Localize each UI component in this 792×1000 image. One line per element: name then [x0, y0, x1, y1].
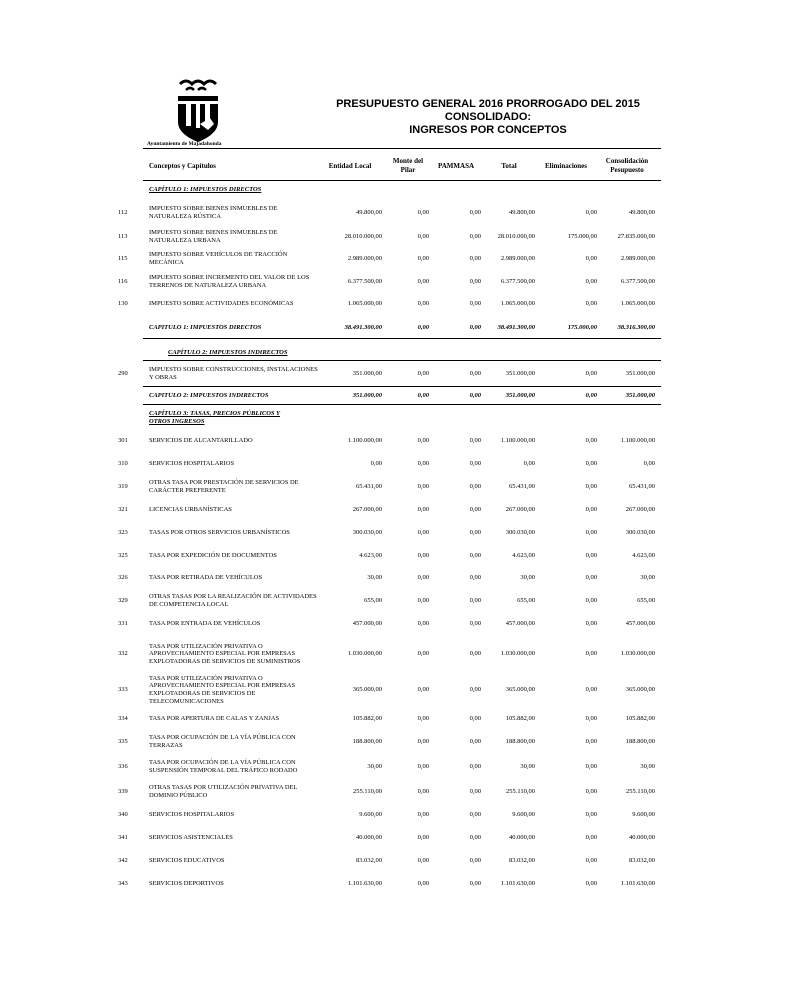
chapter-1-row-monte: 0,00 — [417, 278, 429, 285]
chapter-3-row-concept: SERVICIOS EDUCATIVOS — [149, 857, 225, 865]
chapter-3-row-entidad: 65.431,00 — [356, 483, 382, 490]
chapter-1-row-code: 115 — [118, 255, 128, 262]
column-header-consolidacion-line1: Consolidación — [605, 157, 649, 165]
chapter-3-row-code: 323 — [118, 529, 128, 536]
chapter-3-row-elim: 0,00 — [585, 574, 597, 581]
chapter-3-row-consol: 30,00 — [640, 574, 655, 581]
chapter-3-row-entidad: 9.600,00 — [359, 811, 382, 818]
chapter-3-row-consol: 105.882,00 — [625, 715, 655, 722]
chapter-1-heading: CAPÍTULO 1: IMPUESTOS DIRECTOS — [149, 186, 262, 193]
chapter-1-total-row-concept: CAPITULO 1: IMPUESTOS DIRECTOS — [149, 324, 262, 332]
chapter-3-row-consol: 1.100.000,00 — [620, 437, 655, 444]
chapter-3-row-total: 300.030,00 — [505, 529, 535, 536]
chapter-3-row-consol: 300.030,00 — [625, 529, 655, 536]
column-header-monte-line2: Pilar — [400, 165, 416, 174]
chapter-3-row-code: 336 — [118, 763, 128, 770]
chapter-3-row-code: 326 — [118, 574, 128, 581]
chapter-3-row-pammasa: 0,00 — [469, 483, 481, 490]
chapter-3-row-entidad: 255.110,00 — [352, 788, 382, 795]
chapter-3-row-pammasa: 0,00 — [469, 437, 481, 444]
chapter-3-row-total: 65.431,00 — [509, 483, 535, 490]
chapter-3-row-concept: OTRAS TASA POR PRESTACIÓN DE SERVICIOS DE CARÁCTER PREFERENTE — [149, 479, 299, 494]
chapter-1-total-row-pammasa: 0,00 — [469, 324, 481, 331]
chapter-3-row-total: 1.101.630,00 — [500, 880, 535, 887]
chapter-3-row-entidad: 0,00 — [370, 460, 382, 467]
chapter-1-row-consol: 1.065.000,00 — [620, 300, 655, 307]
title-line-3: INGRESOS POR CONCEPTOS — [409, 124, 567, 136]
column-header-eliminaciones: Eliminaciones — [544, 162, 588, 170]
chapter-3-row-consol: 255.110,00 — [625, 788, 655, 795]
chapter-3-row-elim: 0,00 — [585, 597, 597, 604]
chapter-3-row-total: 365.000,00 — [505, 686, 535, 693]
chapter-3-row-consol: 267.000,00 — [625, 506, 655, 513]
chapter-1-total-row-total: 38.491.300,00 — [497, 324, 535, 331]
chapter-3-row-monte: 0,00 — [417, 788, 429, 795]
chapter-1-row-total: 2.989.000,00 — [500, 255, 535, 262]
chapter-1-row-concept: IMPUESTO SOBRE VEHÍCULOS DE TRACCIÓN MECÁNICA — [149, 251, 288, 266]
chapter-3-row-pammasa: 0,00 — [469, 857, 481, 864]
chapter-3-row-entidad: 457.000,00 — [352, 620, 382, 627]
chapter-1-row-monte: 0,00 — [417, 233, 429, 240]
chapter-3-row-monte: 0,00 — [417, 460, 429, 467]
chapter-3-row-consol: 655,00 — [637, 597, 655, 604]
chapter-3-heading-line1: CAPÍTULO 3: TASAS, PRECIOS PÚBLICOS Y — [149, 410, 280, 417]
chapter-3-row-code: 325 — [118, 552, 128, 559]
chapter-2-total-row-monte: 0,00 — [417, 392, 429, 399]
chapter-3-row-elim: 0,00 — [585, 483, 597, 490]
chapter-3-row-concept: TASA POR UTILIZACIÓN PRIVATIVA O APROVECHAMIENTO ESPECIAL POR EMPRESAS EXPLOTADORAS DE SERVICIOS DE TELECOMUNICACIONES — [149, 674, 296, 705]
chapter-3-row-concept: SERVICIOS DEPORTIVOS — [149, 880, 224, 888]
chapter-1-row-monte: 0,00 — [417, 209, 429, 216]
chapter-1-row-elim: 175.000,00 — [567, 233, 597, 240]
chapter-1-row-consol: 2.989.000,00 — [620, 255, 655, 262]
chapter-1-total-row-elim: 175.000,00 — [567, 324, 597, 331]
chapter-3-row-concept: TASA POR RETIRADA DE VEHÍCULOS — [149, 574, 263, 582]
chapter-2-row-monte: 0,00 — [417, 370, 429, 377]
column-header-concepts: Conceptos y Capítulos — [149, 162, 216, 170]
chapter-3-row-total: 105.882,00 — [505, 715, 535, 722]
chapter-3-row-concept: OTRAS TASAS POR LA REALIZACIÓN DE ACTIVIDADES DE COMPETENCIA LOCAL — [149, 593, 317, 608]
chapter-1-row-pammasa: 0,00 — [469, 209, 481, 216]
chapter-3-row-elim: 0,00 — [585, 738, 597, 745]
chapter-3-row-concept: SERVICIOS HOSPITALARIOS — [149, 460, 235, 468]
chapter-3-row-consol: 40.000,00 — [629, 834, 655, 841]
chapter-3-row-elim: 0,00 — [585, 506, 597, 513]
chapter-3-row-monte: 0,00 — [417, 834, 429, 841]
title-line-1: PRESUPUESTO GENERAL 2016 PRORROGADO DEL 2015 — [336, 98, 640, 110]
chapter-3-row-total: 457.000,00 — [505, 620, 535, 627]
chapter-3-row-monte: 0,00 — [417, 880, 429, 887]
chapter-3-row-pammasa: 0,00 — [469, 763, 481, 770]
chapter-1-row-concept: IMPUESTO SOBRE INCREMENTO DEL VALOR DE LOS TERRENOS DE NATURALEZA URBANA — [149, 274, 310, 289]
chapter-3-row-total: 4.623,00 — [512, 552, 535, 559]
chapter-2-heading-rule — [143, 360, 661, 361]
chapter-3-row-pammasa: 0,00 — [469, 460, 481, 467]
chapter-3-row-pammasa: 0,00 — [469, 597, 481, 604]
chapter-3-row-monte: 0,00 — [417, 437, 429, 444]
chapter-3-row-total: 1.100.000,00 — [500, 437, 535, 444]
chapter-1-total-row-monte: 0,00 — [417, 324, 429, 331]
chapter-3-row-elim: 0,00 — [585, 529, 597, 536]
chapter-2-heading: CAPÍTULO 2: IMPUESTOS INDIRECTOS — [168, 349, 288, 356]
chapter-1-row-entidad: 49.800,00 — [356, 209, 382, 216]
chapter-1-row-code: 112 — [118, 209, 128, 216]
chapter-3-row-monte: 0,00 — [417, 686, 429, 693]
chapter-3-row-consol: 0,00 — [643, 460, 655, 467]
chapter-3-row-consol: 457.000,00 — [625, 620, 655, 627]
chapter-3-row-consol: 65.431,00 — [629, 483, 655, 490]
chapter-3-row-concept: TASA POR EXPEDICIÓN DE DOCUMENTOS — [149, 552, 277, 560]
chapter-3-row-monte: 0,00 — [417, 620, 429, 627]
title-line-2: CONSOLIDADO: — [444, 111, 532, 123]
chapter-1-row-entidad: 28.010.000,00 — [344, 233, 382, 240]
chapter-3-row-consol: 83.032,00 — [629, 857, 655, 864]
chapter-2-total-row-entidad: 351.000,00 — [352, 392, 382, 399]
chapter-3-row-pammasa: 0,00 — [469, 506, 481, 513]
chapter-3-row-entidad: 300.030,00 — [352, 529, 382, 536]
chapter-1-row-total: 49.800,00 — [509, 209, 535, 216]
chapter-3-row-monte: 0,00 — [417, 483, 429, 490]
column-header-monte-line1: Monte del — [392, 157, 424, 165]
chapter-3-row-entidad: 655,00 — [364, 597, 382, 604]
chapter-1-row-code: 130 — [118, 300, 128, 307]
chapter-3-row-consol: 1.030.000,00 — [620, 650, 655, 657]
chapter-3-row-consol: 188.800,00 — [625, 738, 655, 745]
chapter-3-row-pammasa: 0,00 — [469, 788, 481, 795]
chapter-3-row-code: 342 — [118, 857, 128, 864]
chapter-3-row-concept: TASA POR UTILIZACIÓN PRIVATIVA O APROVECHAMIENTO ESPECIAL POR EMPRESAS EXPLOTADORAS DE SERVICIOS DE SUMINISTROS — [149, 642, 301, 665]
chapter-3-row-elim: 0,00 — [585, 834, 597, 841]
chapter-3-row-code: 343 — [118, 880, 128, 887]
chapter-3-row-monte: 0,00 — [417, 506, 429, 513]
column-header-consolidacion-line2: Pesupuesto — [610, 165, 644, 174]
chapter-3-row-concept: SERVICIOS HOSPITALARIOS — [149, 811, 235, 819]
chapter-2-total-row-elim: 0,00 — [585, 392, 597, 399]
chapter-2-total-row-consol: 351.000,00 — [625, 392, 655, 399]
chapter-3-row-elim: 0,00 — [585, 460, 597, 467]
chapter-3-row-code: 341 — [118, 834, 128, 841]
chapter-3-row-entidad: 105.882,00 — [352, 715, 382, 722]
chapter-1-row-code: 116 — [118, 278, 128, 285]
chapter-3-row-concept: SERVICIOS ASISTENCIALES — [149, 834, 233, 842]
chapter-3-row-total: 267.000,00 — [505, 506, 535, 513]
chapter-1-row-pammasa: 0,00 — [469, 278, 481, 285]
chapter-3-row-entidad: 1.030.000,00 — [347, 650, 382, 657]
chapter-3-heading-line2: OTROS INGRESOS — [149, 417, 205, 425]
chapter-1-row-elim: 0,00 — [585, 300, 597, 307]
chapter-3-row-total: 255.110,00 — [505, 788, 535, 795]
chapter-1-total-row-entidad: 38.491.300,00 — [344, 324, 382, 331]
chapter-1-row-consol: 6.377.500,00 — [620, 278, 655, 285]
chapter-3-row-code: 340 — [118, 811, 128, 818]
chapter-3-row-entidad: 365.000,00 — [352, 686, 382, 693]
chapter-3-row-elim: 0,00 — [585, 811, 597, 818]
chapter-3-row-monte: 0,00 — [417, 552, 429, 559]
chapter-1-row-entidad: 1.065.000,00 — [347, 300, 382, 307]
chapter-3-row-total: 188.800,00 — [505, 738, 535, 745]
chapter-3-row-concept: SERVICIOS DE ALCANTARILLADO — [149, 437, 253, 445]
chapter-3-row-elim: 0,00 — [585, 857, 597, 864]
chapter-3-row-code: 331 — [118, 620, 128, 627]
page-title — [330, 98, 646, 137]
chapter-1-row-concept: IMPUESTO SOBRE BIENES INMUEBLES DE NATURALEZA RÚSTICA — [149, 205, 278, 220]
chapter-3-row-concept: TASA POR OCUPACIÓN DE LA VÍA PÚBLICA CON SUSPENSIÓN TEMPORAL DEL TRÁFICO RODADO — [149, 759, 298, 774]
chapter-3-row-elim: 0,00 — [585, 620, 597, 627]
chapter-3-row-elim: 0,00 — [585, 715, 597, 722]
chapter-3-row-total: 9.600,00 — [512, 811, 535, 818]
chapter-2-total-rule — [143, 404, 661, 405]
chapter-1-row-consol: 49.800,00 — [629, 209, 655, 216]
header-top-rule — [143, 148, 661, 149]
chapter-3-row-entidad: 188.800,00 — [352, 738, 382, 745]
chapter-3-row-pammasa: 0,00 — [469, 529, 481, 536]
chapter-3-row-total: 30,00 — [520, 763, 535, 770]
chapter-3-row-consol: 365.000,00 — [625, 686, 655, 693]
header-bottom-rule — [143, 180, 661, 181]
column-header-pammasa: PAMMASA — [437, 162, 475, 170]
municipal-crest-logo — [172, 78, 224, 144]
chapter-3-row-pammasa: 0,00 — [469, 574, 481, 581]
chapter-3-row-elim: 0,00 — [585, 880, 597, 887]
chapter-3-row-consol: 9.600,00 — [632, 811, 655, 818]
chapter-3-row-code: 301 — [118, 437, 128, 444]
chapter-3-row-elim: 0,00 — [585, 763, 597, 770]
chapter-3-row-code: 310 — [118, 460, 128, 467]
chapter-3-row-total: 30,00 — [520, 574, 535, 581]
column-header-consolidacion — [606, 157, 648, 174]
chapter-3-row-monte: 0,00 — [417, 763, 429, 770]
column-header-total: Total — [501, 162, 517, 170]
chapter-2-total-row-total: 351.000,00 — [505, 392, 535, 399]
chapter-3-row-total: 1.030.000,00 — [500, 650, 535, 657]
chapter-3-row-entidad: 40.000,00 — [356, 834, 382, 841]
chapter-3-row-concept: OTRAS TASAS POR UTILIZACIÓN PRIVATIVA DEL DOMINIO PÚBLICO — [149, 784, 298, 799]
chapter-3-row-code: 321 — [118, 506, 128, 513]
chapter-3-row-pammasa: 0,00 — [469, 650, 481, 657]
chapter-1-row-entidad: 2.989.000,00 — [347, 255, 382, 262]
chapter-3-row-concept: TASAS POR OTROS SERVICIOS URBANÍSTICOS — [149, 529, 290, 537]
chapter-3-row-pammasa: 0,00 — [469, 811, 481, 818]
chapter-1-total-rule — [143, 338, 661, 339]
chapter-1-row-code: 113 — [118, 233, 128, 240]
chapter-3-row-monte: 0,00 — [417, 811, 429, 818]
chapter-3-row-monte: 0,00 — [417, 597, 429, 604]
chapter-1-row-elim: 0,00 — [585, 278, 597, 285]
chapter-2-row-code: 290 — [118, 370, 128, 377]
chapter-3-row-monte: 0,00 — [417, 738, 429, 745]
chapter-3-row-elim: 0,00 — [585, 437, 597, 444]
column-header-monte — [393, 157, 423, 174]
chapter-3-row-code: 334 — [118, 715, 128, 722]
chapter-1-row-pammasa: 0,00 — [469, 233, 481, 240]
chapter-2-row-rule — [143, 386, 661, 387]
chapter-3-row-concept: TASA POR OCUPACIÓN DE LA VÍA PÚBLICA CON TERRAZAS — [149, 734, 296, 749]
chapter-1-row-total: 6.377.500,00 — [500, 278, 535, 285]
chapter-2-row-pammasa: 0,00 — [469, 370, 481, 377]
chapter-3-row-pammasa: 0,00 — [469, 834, 481, 841]
chapter-3-row-pammasa: 0,00 — [469, 620, 481, 627]
chapter-1-row-total: 1.065.000,00 — [500, 300, 535, 307]
chapter-2-total-row-concept: CAPITULO 2: IMPUESTOS INDIRECTOS — [149, 392, 269, 400]
chapter-3-row-monte: 0,00 — [417, 574, 429, 581]
chapter-2-row-entidad: 351.000,00 — [352, 370, 382, 377]
chapter-3-row-elim: 0,00 — [585, 788, 597, 795]
chapter-3-row-code: 339 — [118, 788, 128, 795]
chapter-3-row-total: 83.032,00 — [509, 857, 535, 864]
chapter-3-row-pammasa: 0,00 — [469, 686, 481, 693]
chapter-3-row-total: 0,00 — [523, 460, 535, 467]
chapter-2-row-concept: IMPUESTO SOBRE CONSTRUCCIONES, INSTALACIONES Y OBRAS — [149, 366, 318, 381]
chapter-2-row-total: 351.000,00 — [505, 370, 535, 377]
chapter-2-row-elim: 0,00 — [585, 370, 597, 377]
chapter-3-row-entidad: 267.000,00 — [352, 506, 382, 513]
chapter-3-row-monte: 0,00 — [417, 529, 429, 536]
chapter-1-total-row-consol: 38.316.300,00 — [617, 324, 655, 331]
chapter-3-row-code: 335 — [118, 738, 128, 745]
chapter-3-row-entidad: 1.101.630,00 — [347, 880, 382, 887]
organization-name: Ayuntamiento de Majadahonda — [147, 141, 222, 147]
chapter-3-row-elim: 0,00 — [585, 686, 597, 693]
chapter-3-row-consol: 4.623,00 — [632, 552, 655, 559]
chapter-3-row-entidad: 30,00 — [367, 574, 382, 581]
chapter-3-row-monte: 0,00 — [417, 715, 429, 722]
chapter-1-row-pammasa: 0,00 — [469, 255, 481, 262]
chapter-2-row-consol: 351.000,00 — [625, 370, 655, 377]
chapter-1-row-entidad: 6.377.500,00 — [347, 278, 382, 285]
chapter-3-row-code: 319 — [118, 483, 128, 490]
chapter-3-row-concept: TASA POR ENTRADA DE VEHÍCULOS — [149, 620, 261, 628]
chapter-3-row-monte: 0,00 — [417, 650, 429, 657]
chapter-3-row-entidad: 1.100.000,00 — [347, 437, 382, 444]
chapter-3-row-pammasa: 0,00 — [469, 880, 481, 887]
chapter-3-row-concept: TASA POR APERTURA DE CALAS Y ZANJAS — [149, 715, 280, 723]
chapter-3-row-entidad: 30,00 — [367, 763, 382, 770]
chapter-3-row-pammasa: 0,00 — [469, 552, 481, 559]
chapter-3-row-code: 329 — [118, 597, 128, 604]
chapter-3-row-entidad: 83.032,00 — [356, 857, 382, 864]
chapter-3-row-elim: 0,00 — [585, 552, 597, 559]
chapter-3-row-entidad: 4.623,00 — [359, 552, 382, 559]
chapter-1-row-elim: 0,00 — [585, 209, 597, 216]
chapter-3-row-elim: 0,00 — [585, 650, 597, 657]
column-header-entidad: Entidad Local — [328, 162, 372, 170]
chapter-1-row-monte: 0,00 — [417, 300, 429, 307]
chapter-3-row-consol: 1.101.630,00 — [620, 880, 655, 887]
chapter-1-row-concept: IMPUESTO SOBRE ACTIVIDADES ECONÓMICAS — [149, 300, 294, 308]
chapter-1-row-consol: 27.835.000,00 — [617, 233, 655, 240]
chapter-1-row-elim: 0,00 — [585, 255, 597, 262]
chapter-3-row-pammasa: 0,00 — [469, 738, 481, 745]
chapter-1-row-total: 28.010.000,00 — [497, 233, 535, 240]
chapter-3-row-code: 332 — [118, 650, 128, 657]
chapter-3-row-total: 655,00 — [517, 597, 535, 604]
chapter-3-row-monte: 0,00 — [417, 857, 429, 864]
chapter-1-row-pammasa: 0,00 — [469, 300, 481, 307]
chapter-3-heading — [149, 410, 280, 425]
chapter-2-total-row-pammasa: 0,00 — [469, 392, 481, 399]
chapter-3-row-total: 40.000,00 — [509, 834, 535, 841]
chapter-3-row-concept: LICENCIAS URBANÍSTICAS — [149, 506, 232, 514]
chapter-1-row-concept: IMPUESTO SOBRE BIENES INMUEBLES DE NATURALEZA URBANA — [149, 229, 278, 244]
chapter-3-row-consol: 30,00 — [640, 763, 655, 770]
chapter-3-row-pammasa: 0,00 — [469, 715, 481, 722]
chapter-1-row-monte: 0,00 — [417, 255, 429, 262]
chapter-3-row-code: 333 — [118, 686, 128, 693]
